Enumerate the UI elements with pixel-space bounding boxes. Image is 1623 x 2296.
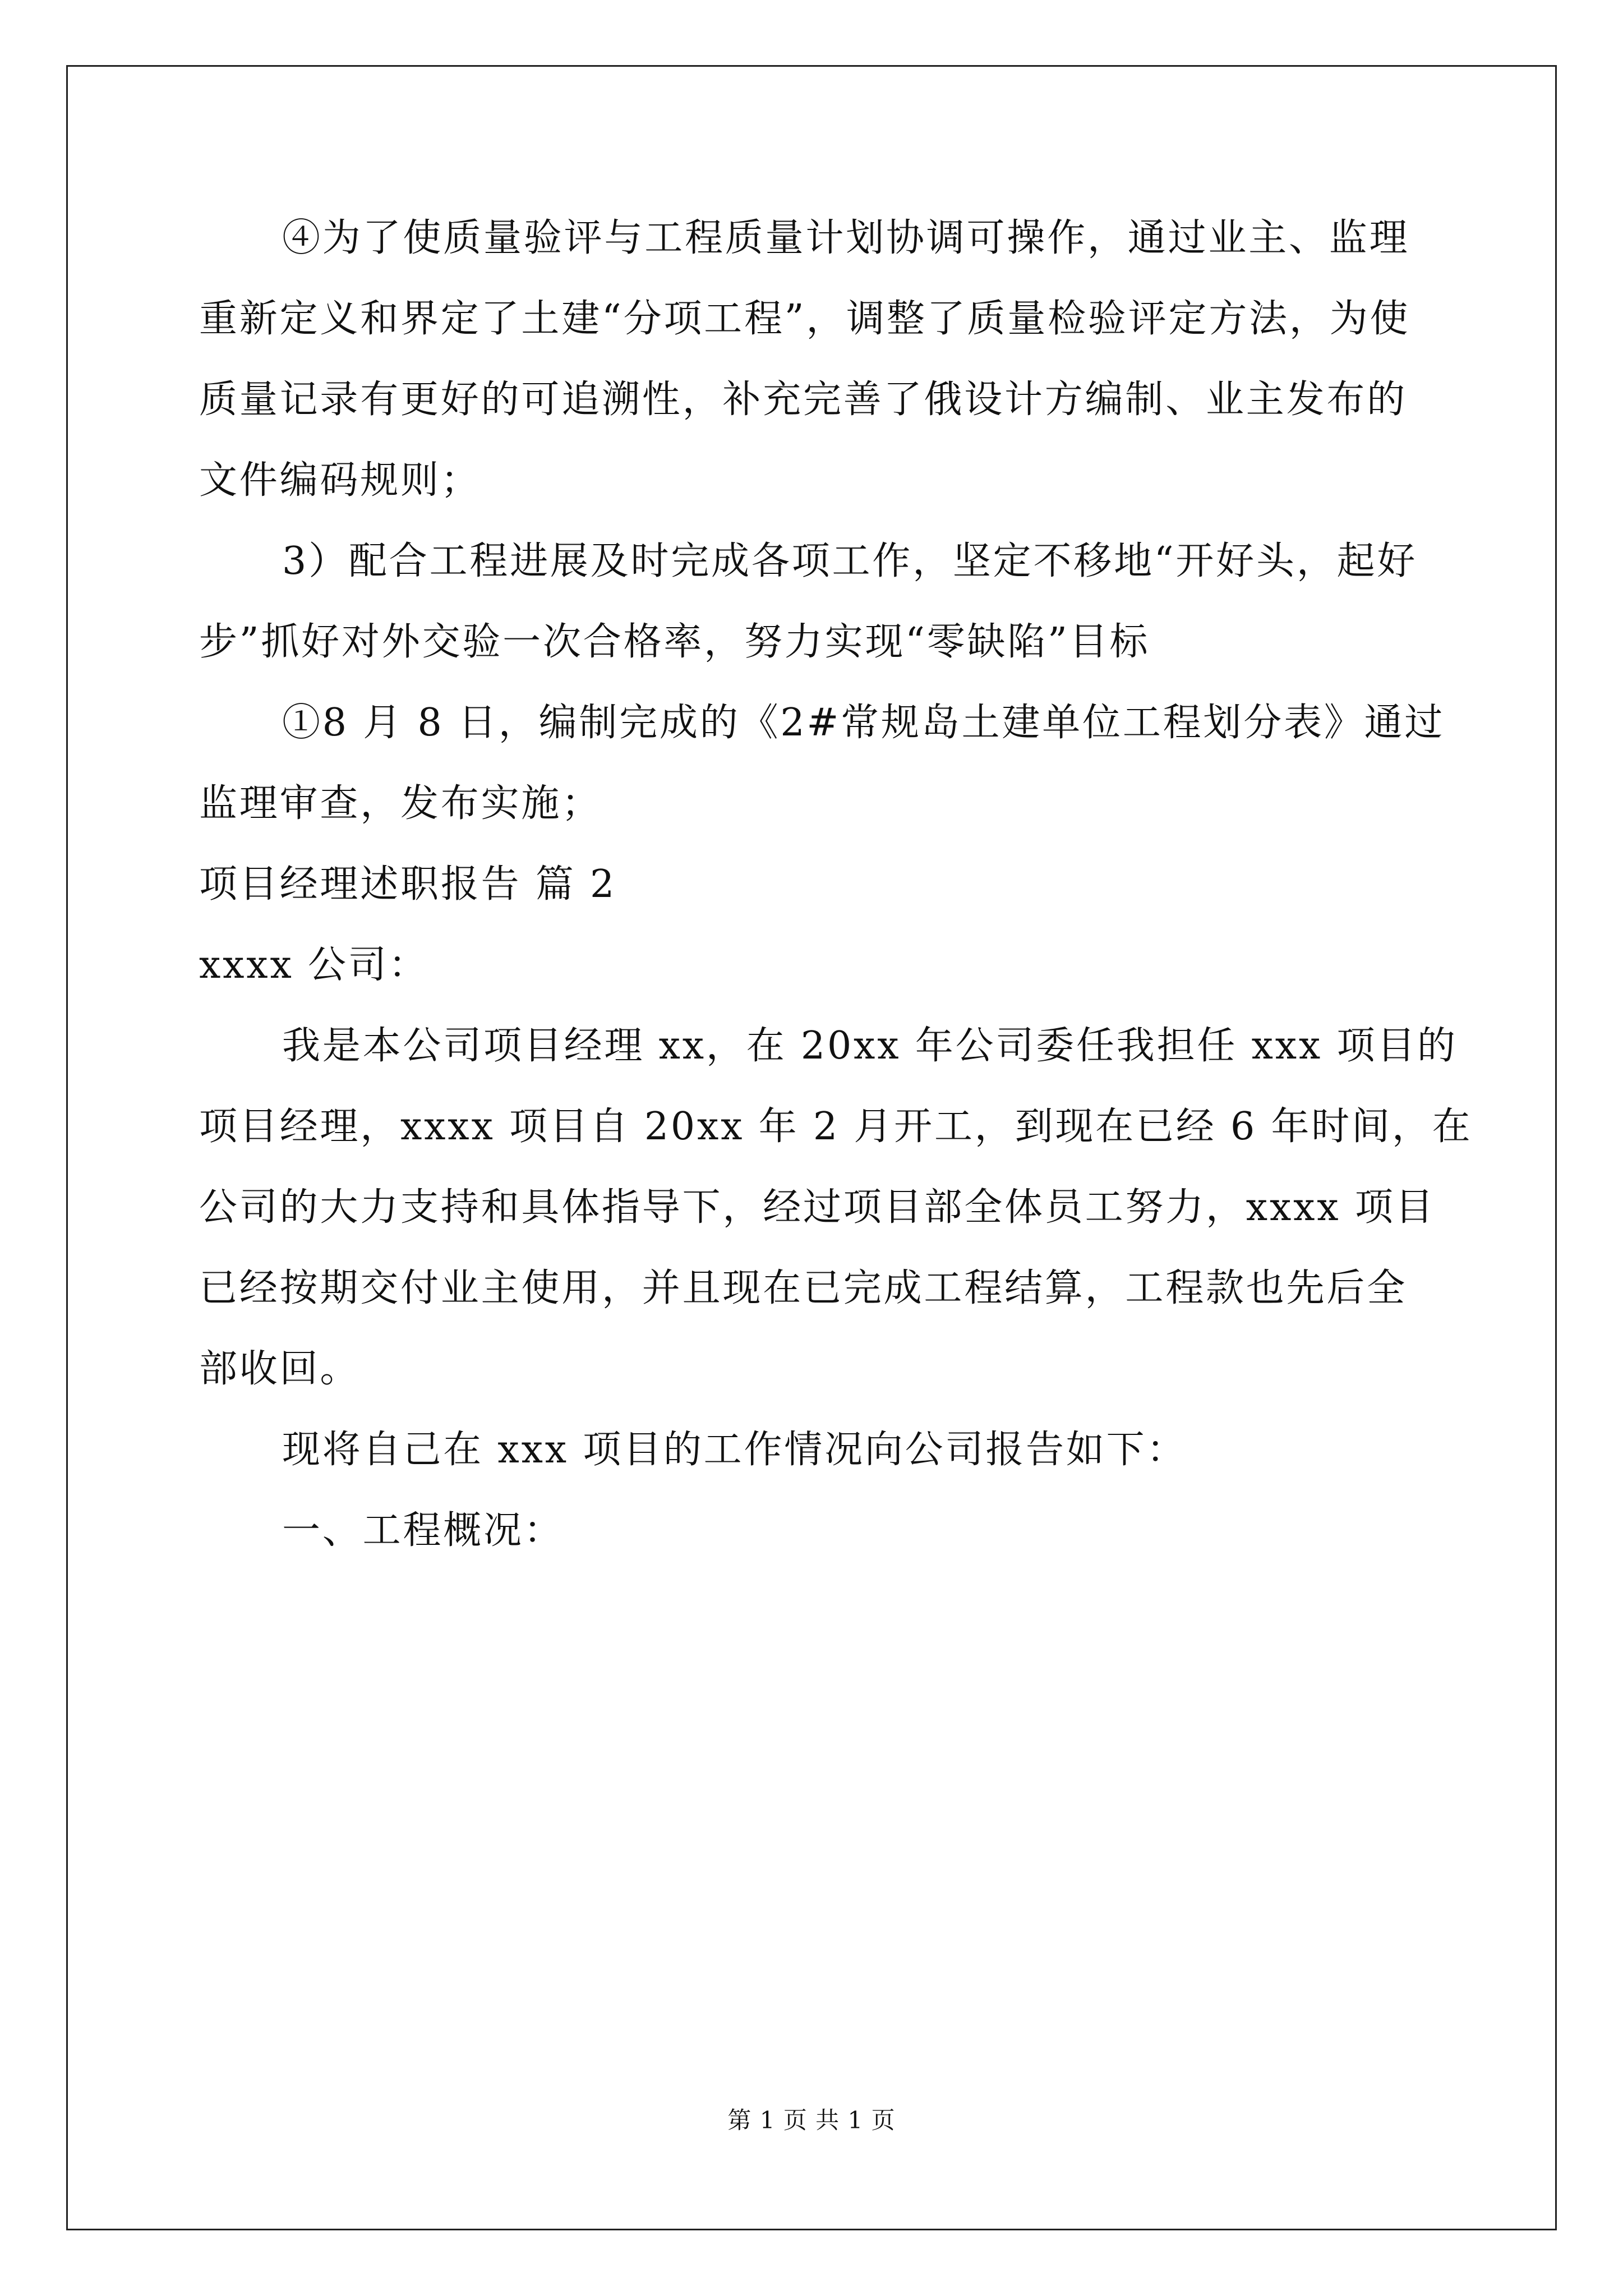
paragraph-line: 3）配合工程进展及时完成各项工作，坚定不移地“开好头，起好 [282,539,1418,583]
paragraph-line: 质量记录有更好的可追溯性，补充完善了俄设计方编制、业主发布的 [199,378,1408,422]
paragraph-line: 项目经理，xxxx 项目自 20xx 年 2 月开工，到现在已经 6 年时间，在 [199,1105,1473,1149]
paragraph-line: ①8 月 8 日，编制完成的《2#常规岛土建单位工程划分表》通过 [282,701,1445,745]
page-footer: 第 1 页 共 1 页 [727,2106,896,2134]
paragraph-line: 步”抓好对外交验一次合格率，努力实现“零缺陷”目标 [199,620,1150,664]
paragraph-line: 重新定义和界定了土建“分项工程”，调整了质量检验评定方法，为使 [199,297,1410,341]
salutation: xxxx 公司： [199,943,429,987]
paragraph-line: ④为了使质量验评与工程质量计划协调可操作，通过业主、监理 [282,216,1410,260]
section-heading: 一、工程概况： [282,1508,564,1553]
section-heading: 项目经理述职报告 篇 2 [199,862,617,907]
paragraph-line: 监理审查，发布实施； [199,781,602,826]
paragraph-line: 公司的大力支持和具体指导下，经过项目部全体员工努力，xxxx 项目 [199,1185,1436,1230]
paragraph-line: 部收回。 [199,1347,361,1391]
paragraph-line: 文件编码规则； [199,458,481,503]
paragraph-line: 我是本公司项目经理 xx，在 20xx 年公司委任我担任 xxx 项目的 [282,1024,1458,1068]
paragraph-line: 现将自己在 xxx 项目的工作情况向公司报告如下： [282,1428,1187,1472]
paragraph-line: 已经按期交付业主使用，并且现在已完成工程结算，工程款也先后全 [199,1266,1408,1310]
